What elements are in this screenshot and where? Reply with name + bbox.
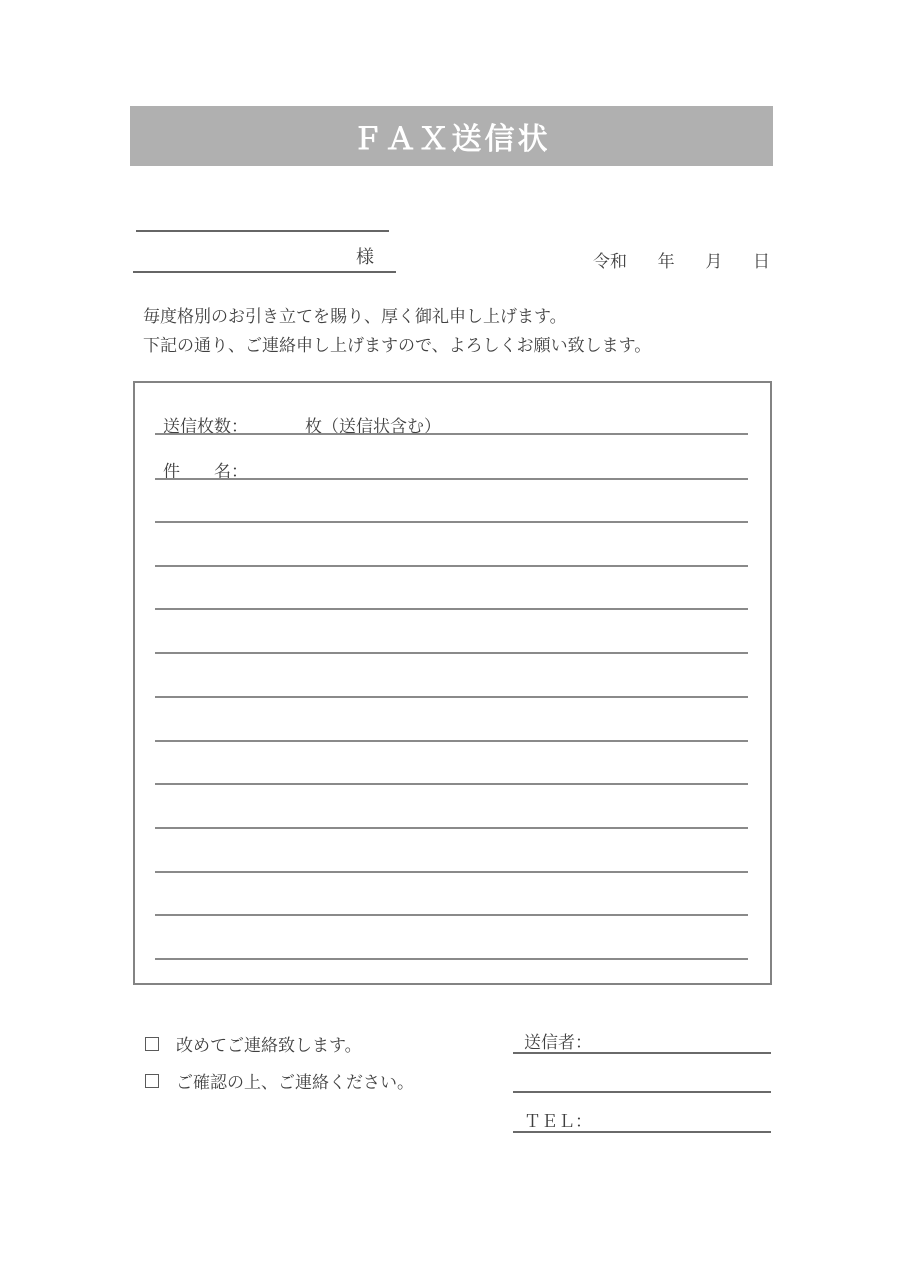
- greeting-line-2: 下記の通り、ご連絡申し上げますので、よろしくお願い致します。: [143, 336, 652, 355]
- checkbox-row-please-confirm: [145, 1068, 414, 1093]
- day-label: 日: [752, 252, 770, 271]
- ruled-line: [155, 565, 748, 567]
- sender-field-label: 送信者：: [524, 1033, 592, 1052]
- ruled-line: [155, 608, 748, 610]
- ruled-line: [155, 521, 748, 523]
- ruled-line: [155, 696, 748, 698]
- addressee-line-2: [133, 271, 396, 273]
- tel-field-underline: [513, 1131, 771, 1133]
- addressee-line-1: [136, 230, 389, 232]
- sender-field-underline: [513, 1052, 771, 1054]
- pages-field-label: 送信枚数：: [163, 417, 248, 436]
- ruled-line: [155, 740, 748, 742]
- ruled-line: [155, 827, 748, 829]
- subject-field-underline: [155, 478, 748, 480]
- greeting-paragraph: [143, 302, 651, 360]
- checkbox-please-confirm[interactable]: [145, 1074, 159, 1088]
- message-box: [133, 381, 772, 985]
- era-label: 令和: [593, 252, 627, 271]
- honorific-label: 様: [356, 247, 374, 267]
- checkbox-please-confirm-label: ご確認の上、ご連絡ください。: [176, 1073, 414, 1092]
- title-banner: [130, 106, 773, 166]
- ruled-line: [155, 652, 748, 654]
- ruled-line: [155, 871, 748, 873]
- greeting-line-1: 毎度格別のお引き立てを賜り、厚く御礼申し上げます。: [143, 307, 567, 326]
- pages-field-underline: [155, 433, 748, 435]
- ruled-line: [155, 783, 748, 785]
- pages-field-suffix: 枚（送信状含む）: [305, 417, 441, 436]
- page-title: ＦＡＸ送信状: [352, 123, 551, 156]
- month-label: 月: [705, 252, 723, 271]
- subject-field-label: 件 名：: [163, 462, 248, 481]
- sender-extra-underline: [513, 1091, 771, 1093]
- checkbox-contact-again-label: 改めてご連絡致します。: [176, 1036, 362, 1055]
- checkbox-row-contact-again: [145, 1031, 362, 1056]
- ruled-line: [155, 914, 748, 916]
- ruled-line: [155, 958, 748, 960]
- date-row: [593, 247, 770, 272]
- checkbox-contact-again[interactable]: [145, 1037, 159, 1051]
- tel-field-label: ＴＥＬ：: [524, 1112, 592, 1131]
- year-label: 年: [657, 252, 675, 271]
